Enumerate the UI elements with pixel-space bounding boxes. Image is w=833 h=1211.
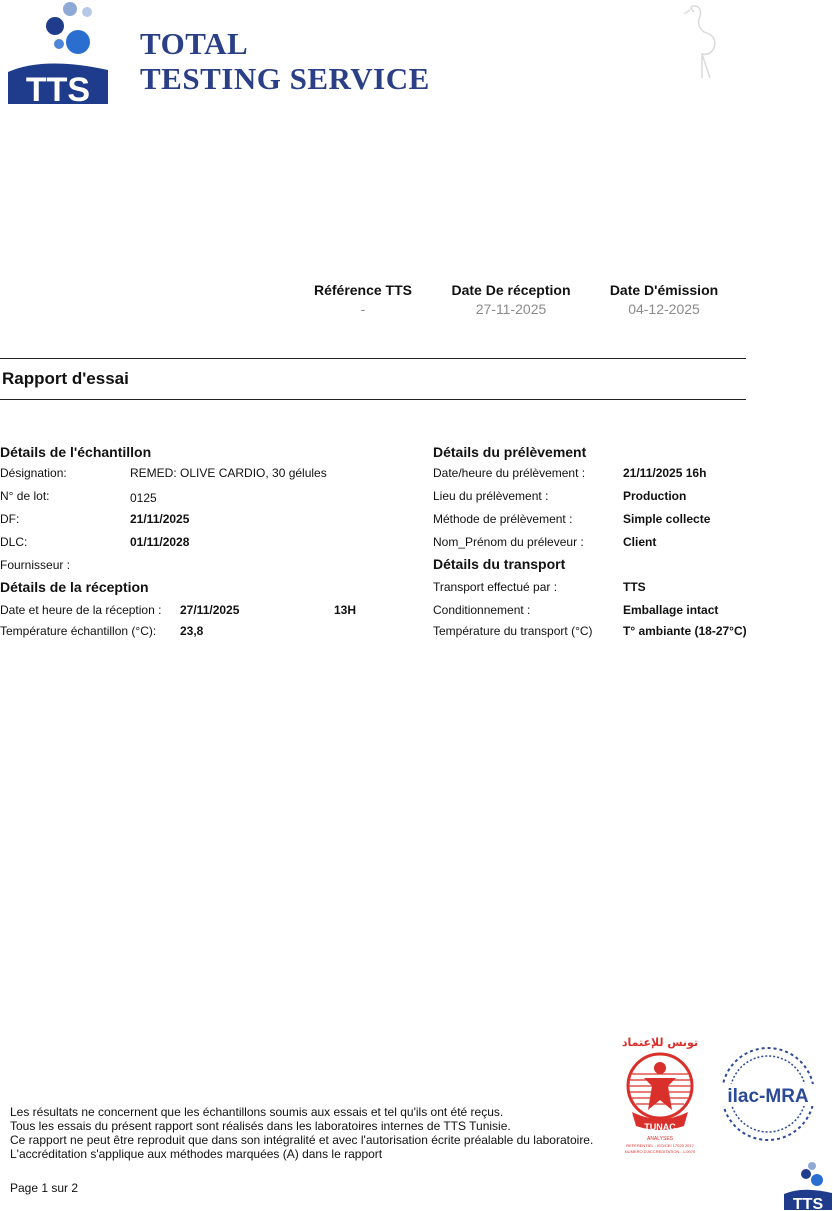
- reference-tts-label: Référence TTS: [313, 282, 413, 298]
- flamingo-icon: [680, 4, 726, 80]
- logo-small-text: TTS: [792, 1196, 824, 1210]
- brand-name-line2: TESTING SERVICE: [140, 61, 430, 96]
- transport-temp-value: T° ambiante (18-27°C): [623, 624, 747, 638]
- packaging-value: Emballage intact: [623, 603, 719, 617]
- sampler-label: Nom_Prénom du préleveur :: [433, 535, 584, 549]
- transport-by-value: TTS: [623, 580, 646, 594]
- reception-date-block: [426, 282, 596, 317]
- df-value: 21/11/2025: [130, 512, 190, 526]
- sampler-value: Client: [623, 535, 657, 549]
- ilac-text: ilac-MRA: [727, 1086, 809, 1107]
- dlc-label: DLC:: [0, 535, 28, 549]
- df-label: DF:: [0, 512, 20, 526]
- reception-date-label: Date De réception: [451, 282, 571, 298]
- tts-logo-small-icon: [782, 1160, 832, 1210]
- tunac-sub3: NUMERO D'ACCREDITATION : 1-0070: [624, 1149, 696, 1154]
- sampling-datetime-value: 21/11/2025 16h: [623, 466, 707, 480]
- transport-temp-label: Température du transport (°C): [433, 624, 593, 638]
- reception-hour: 13H: [334, 603, 357, 617]
- tunac-sub1: ANALYSES: [646, 1136, 674, 1142]
- report-title: Rapport d'essai: [2, 369, 129, 388]
- designation-value: REMED: OLIVE CARDIO, 30 gélules: [130, 466, 327, 480]
- emission-date-value: 04-12-2025: [628, 301, 700, 317]
- page-number: Page 1 sur 2: [10, 1181, 79, 1195]
- top-divider: [0, 358, 746, 359]
- sampling-place-label: Lieu du prélèvement :: [433, 489, 549, 503]
- logo-text: TTS: [25, 71, 91, 108]
- tunac-arabic-text: تونس للإعتماد: [621, 1036, 699, 1049]
- tts-logo-icon: [4, 0, 112, 108]
- reception-date-detail: 27/11/2025: [180, 603, 240, 617]
- supplier-label: Fournisseur :: [0, 558, 71, 572]
- reception-date-value: 27-11-2025: [475, 301, 547, 317]
- ilac-mra-icon: [718, 1044, 818, 1144]
- footer-line-4: L'accréditation s'applique aux méthodes marquées (A) dans le rapport: [10, 1147, 383, 1161]
- sampling-section-title: Détails du prélèvement: [433, 444, 587, 460]
- tunac-text: TUNAC: [644, 1122, 676, 1132]
- footer-line-2: Tous les essais du présent rapport sont réalisés dans les laboratoires internes de TTS Tunisie.: [10, 1119, 511, 1133]
- reference-tts-block: [278, 282, 448, 317]
- sampling-datetime-label: Date/heure du prélèvement :: [433, 466, 586, 480]
- sample-section-title: Détails de l'échantillon: [0, 444, 152, 460]
- designation-label: Désignation:: [0, 466, 67, 480]
- bottom-divider: [0, 399, 746, 400]
- reception-section-title: Détails de la réception: [0, 579, 149, 595]
- reception-datetime-label: Date et heure de la réception :: [0, 603, 162, 617]
- dlc-value: 01/11/2028: [130, 535, 190, 549]
- emission-date-label: Date D'émission: [609, 282, 719, 298]
- sampling-method-label: Méthode de prélèvement :: [433, 512, 573, 526]
- footer-line-3: Ce rapport ne peut être reproduit que dans son intégralité et avec l'autorisation écrite préalable du laboratoire.: [10, 1133, 594, 1147]
- sampling-place-value: Production: [623, 489, 687, 503]
- packaging-label: Conditionnement :: [433, 603, 531, 617]
- footer-line-1: Les résultats ne concernent que les échantillons soumis aux essais et tel qu'ils ont été reçus.: [10, 1105, 504, 1119]
- sample-temp-label: Température échantillon (°C):: [0, 624, 157, 638]
- reference-tts-value: -: [360, 301, 366, 317]
- lot-label: N° de lot:: [0, 489, 50, 503]
- transport-section-title: Détails du transport: [433, 556, 566, 572]
- transport-by-label: Transport effectué par :: [433, 580, 558, 594]
- brand-name-line1: TOTAL: [140, 26, 249, 61]
- tunac-accreditation-icon: [614, 1030, 706, 1158]
- sample-temp-value: 23,8: [180, 624, 204, 638]
- sampling-method-value: Simple collecte: [623, 512, 711, 526]
- lot-value: 0125: [130, 491, 157, 505]
- emission-date-block: [579, 282, 749, 317]
- tunac-sub2: REFERENTIEL : ISO/CEI 17025 2017: [626, 1143, 694, 1148]
